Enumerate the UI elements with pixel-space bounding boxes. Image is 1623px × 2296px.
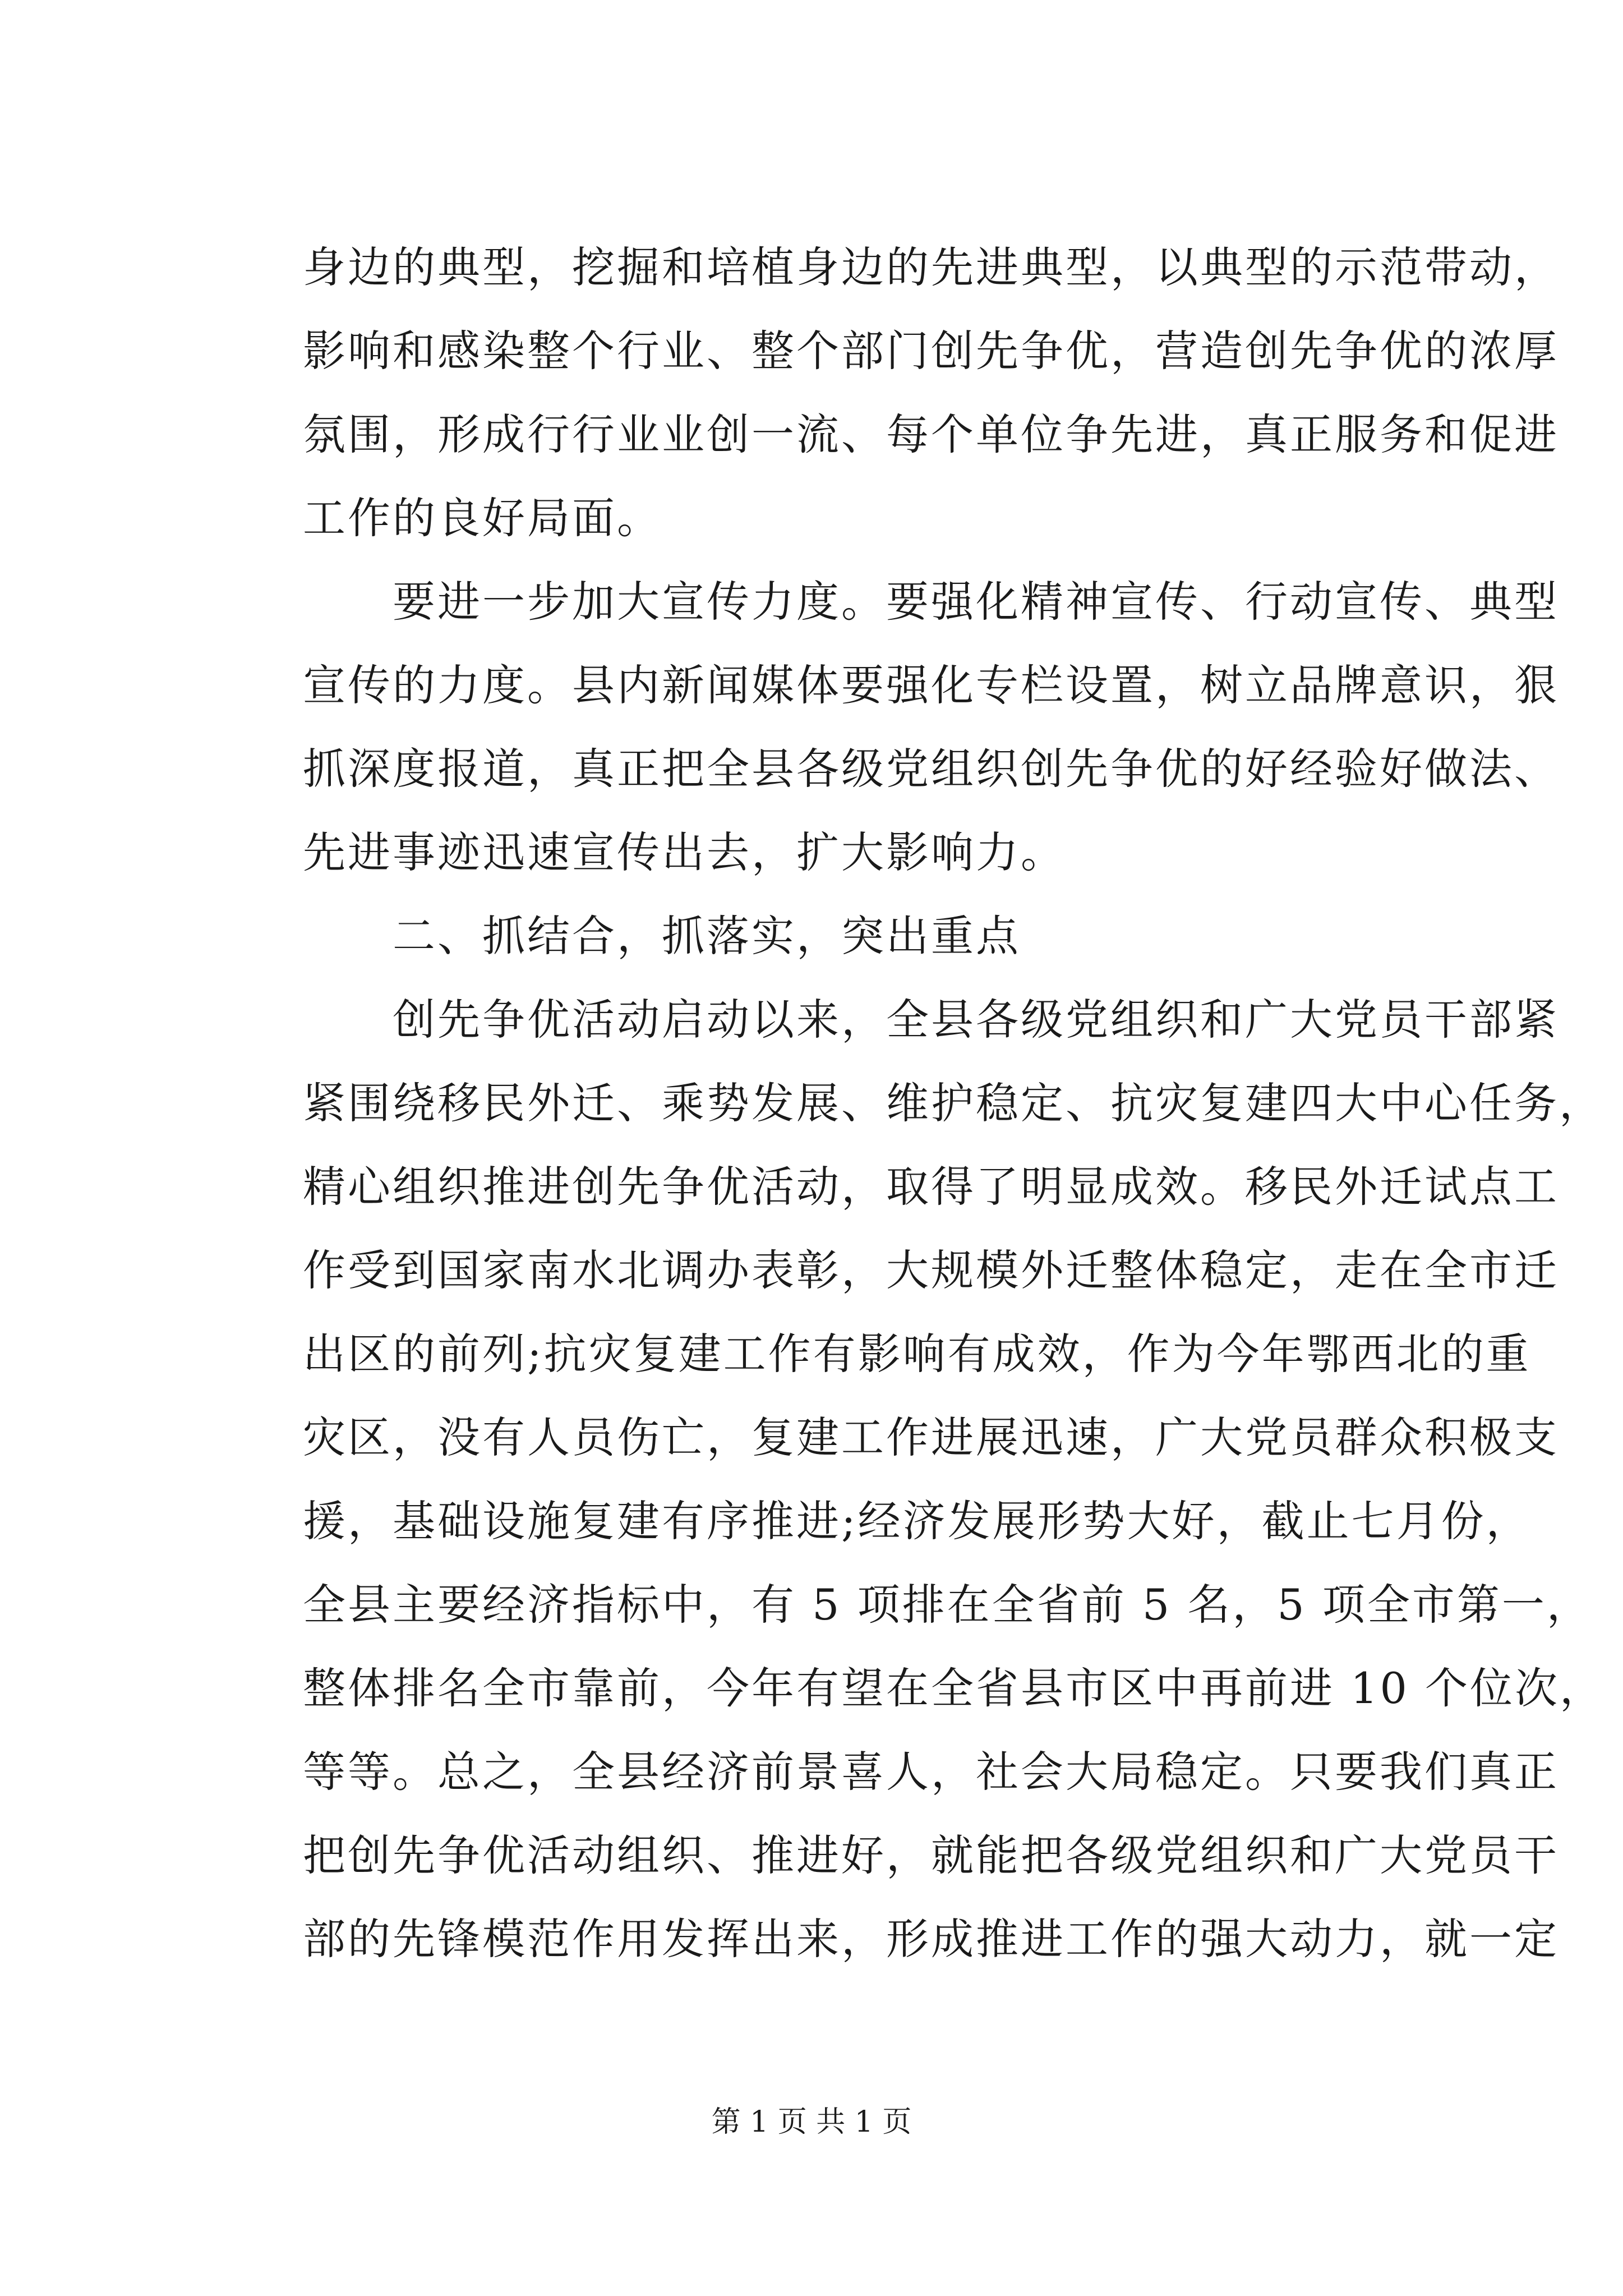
body-text-line: 等等。总之，全县经济前景喜人，社会大局稳定。只要我们真正: [303, 1747, 1559, 1797]
body-text-line: 创先争优活动启动以来，全县各级党组织和广大党员干部紧: [303, 995, 1559, 1045]
body-text-line: 先进事迹迅速宣传出去，扩大影响力。: [303, 827, 1066, 877]
body-text-line: 全县主要经济指标中，有 5 项排在全省前 5 名，5 项全市第一，: [303, 1580, 1592, 1630]
page-footer: 第 1 页 共 1 页: [711, 2105, 912, 2139]
body-text-line: 抓深度报道，真正把全县各级党组织创先争优的好经验好做法、: [303, 744, 1559, 794]
body-text-line: 影响和感染整个行业、整个部门创先争优，营造创先争优的浓厚: [303, 326, 1559, 376]
body-text-line: 工作的良好局面。: [303, 493, 662, 543]
body-text-line: 把创先争优活动组织、推进好，就能把各级党组织和广大党员干: [303, 1830, 1559, 1880]
body-text-line: 宣传的力度。县内新闻媒体要强化专栏设置，树立品牌意识，狠: [303, 660, 1559, 710]
body-text-line: 出区的前列;抗灾复建工作有影响有成效，作为今年鄂西北的重: [303, 1329, 1531, 1379]
body-text-line: 紧围绕移民外迁、乘势发展、维护稳定、抗灾复建四大中心任务，: [303, 1078, 1604, 1128]
body-text-line: 整体排名全市靠前，今年有望在全省县市区中再前进 10 个位次，: [303, 1663, 1605, 1713]
body-text-line: 援，基础设施复建有序推进;经济发展形势大好，截止七月份，: [303, 1496, 1531, 1546]
body-text-line: 部的先锋模范作用发挥出来，形成推进工作的强大动力，就一定: [303, 1914, 1559, 1964]
body-text-line: 精心组织推进创先争优活动，取得了明显成效。移民外迁试点工: [303, 1162, 1559, 1212]
body-text-line: 要进一步加大宣传力度。要强化精神宣传、行动宣传、典型: [303, 577, 1559, 627]
body-text-line: 作受到国家南水北调办表彰，大规模外迁整体稳定，走在全市迁: [303, 1245, 1559, 1295]
body-text-line: 氛围，形成行行业业创一流、每个单位争先进，真正服务和促进: [303, 409, 1559, 459]
body-text-line: 身边的典型，挖掘和培植身边的先进典型，以典型的示范带动，: [303, 242, 1559, 292]
body-text-line: 灾区，没有人员伤亡，复建工作进展迅速，广大党员群众积极支: [303, 1412, 1559, 1462]
section-heading: 二、抓结合，抓落实，突出重点: [303, 911, 1021, 961]
